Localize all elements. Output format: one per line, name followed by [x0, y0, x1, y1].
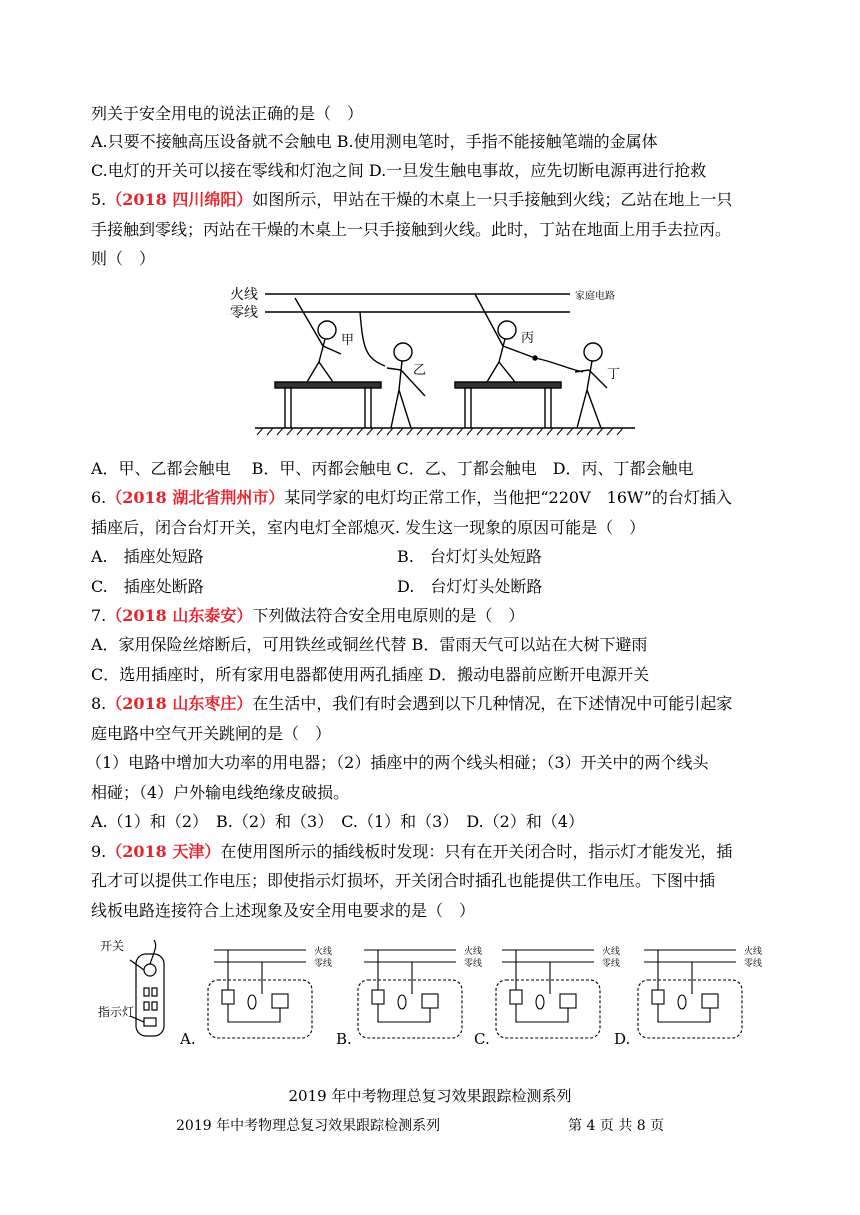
fig5-household-label: 家庭电路 [575, 291, 615, 302]
fig9-live-label: 火线 [464, 947, 483, 957]
fig9-neutral-label: 零线 [314, 959, 333, 969]
fig9-live-label: 火线 [314, 947, 333, 957]
q7-source: （2018 山东泰安） [106, 606, 253, 625]
fig9-neutral-label: 零线 [602, 959, 621, 969]
q7-stem [91, 605, 524, 627]
fig9-live-label: 火线 [602, 947, 621, 957]
q6-stem-line1 [91, 487, 732, 509]
fig5-live-label: 火线 [230, 287, 258, 303]
fig9-live-label: 火线 [744, 947, 763, 957]
q4-options-cd: C.电灯的开关可以接在零线和灯泡之间 D.一旦发生触电事故，应先切断电源再进行抢救 [91, 161, 707, 180]
q6-source: （2018 湖北省荆州市） [106, 488, 285, 507]
q9-powerstrip-figure [96, 932, 763, 1050]
schematic-option-a [208, 945, 332, 1038]
q5-stem-line3: 则（ ） [91, 249, 156, 268]
q6-stem-line2: 插座后，闭合台灯开关，室内电灯全部熄灭. 发生这一现象的原因可能是（ ） [91, 518, 646, 537]
fig5-bing-label: 丙 [521, 331, 535, 346]
q8-stem-line2: 庭电路中空气开关跳闸的是（ ） [91, 724, 332, 743]
q8-items-line2: 相碰；（4）户外输电线绝缘皮破损。 [91, 783, 350, 802]
q6-option-c: C. 插座处断路 [91, 577, 204, 596]
q4-stem: 列关于安全用电的说法正确的是（ ） [91, 104, 364, 123]
footer-series-title: 2019 年中考物理总复习效果跟踪检测系列 [288, 1087, 572, 1105]
q5-source: （2018 四川绵阳） [106, 190, 253, 209]
fig9-option-b: B. [336, 1030, 352, 1048]
q6-option-b: B. 台灯灯头处短路 [397, 547, 542, 566]
q7-number: 7. [91, 606, 107, 625]
q9-source: （2018 天津） [106, 842, 221, 861]
q6-number: 6. [91, 488, 107, 507]
q7-options-cd: C．选用插座时，所有家用电器都使用两孔插座 D．搬动电器前应断开电源开关 [91, 665, 650, 684]
footer-page-number: 第 4 页 共 8 页 [568, 1118, 665, 1134]
footer-left: 2019 年中考物理总复习效果跟踪检测系列 [176, 1118, 441, 1134]
fig9-neutral-label: 零线 [464, 959, 483, 969]
q8-items-line1: （1）电路中增加大功率的用电器；（2）插座中的两个线头相碰；（3）开关中的两个线头 [86, 753, 709, 772]
q8-options: A.（1）和（2） B.（2）和（3） C.（1）和（3） D.（2）和（4） [91, 812, 585, 831]
q8-number: 8. [91, 694, 107, 713]
q7-options-ab: A．家用保险丝熔断后，可用铁丝或铜丝代替 B．雷雨天气可以站在大树下避雨 [91, 635, 648, 654]
q7-text: 下列做法符合安全用电原则的是（ ） [252, 606, 525, 625]
fig9-indicator-label: 指示灯 [98, 1005, 135, 1019]
q9-stem-line3: 线板电路连接符合上述现象及安全用电要求的是（ ） [91, 901, 476, 920]
fig9-option-d: D. [614, 1030, 631, 1048]
q6-option-d: D. 台灯灯头处断路 [397, 577, 543, 596]
fig5-ding-label: 丁 [607, 367, 621, 382]
schematic-option-d [638, 945, 762, 1038]
q8-source: （2018 山东枣庄） [106, 694, 253, 713]
q5-stem-line1 [91, 189, 732, 211]
q5-number: 5. [91, 190, 107, 209]
q9-stem-line1 [91, 841, 732, 863]
fig9-switch-label: 开关 [100, 939, 125, 953]
schematic-option-b [358, 945, 482, 1038]
q8-text: 在生活中，我们有时会遇到以下几种情况，在下述情况中可能引起家 [252, 694, 733, 713]
q9-stem-line2: 孔才可以提供工作电压；即使指示灯损坏，开关闭合时插孔也能提供工作电压。下图中插 [91, 871, 716, 890]
fig9-option-a: A. [180, 1030, 196, 1048]
q6-text: 某同学家的电灯均正常工作，当他把“220V 16W”的台灯插入 [284, 488, 732, 507]
q6-option-a: A. 插座处短路 [91, 547, 204, 566]
q9-text: 在使用图所示的插线板时发现：只有在开关闭合时，指示灯才能发光，插 [220, 842, 733, 861]
q8-stem-line1 [91, 693, 732, 715]
schematic-option-c [496, 945, 620, 1038]
fig5-jia-label: 甲 [341, 333, 355, 348]
q5-stem-line2: 手接触到零线；丙站在干燥的木桌上一只手接触到火线。此时，丁站在地面上用手去拉丙。 [91, 220, 732, 239]
fig5-yi-label: 乙 [413, 363, 427, 378]
fig9-option-c: C. [474, 1030, 490, 1048]
q4-options-ab: A.只要不接触高压设备就不会触电 B.使用测电笔时，手指不能接触笔端的金属体 [91, 132, 658, 151]
fig5-neutral-label: 零线 [230, 305, 258, 321]
q5-circuit-figure [215, 278, 645, 438]
fig9-neutral-label: 零线 [744, 959, 763, 969]
q5-options: A．甲、乙都会触电 B．甲、丙都会触电 C．乙、丁都会触电 D．丙、丁都会触电 [91, 459, 694, 478]
q9-number: 9. [91, 842, 107, 861]
q5-text: 如图所示，甲站在干燥的木桌上一只手接触到火线；乙站在地上一只 [252, 190, 733, 209]
